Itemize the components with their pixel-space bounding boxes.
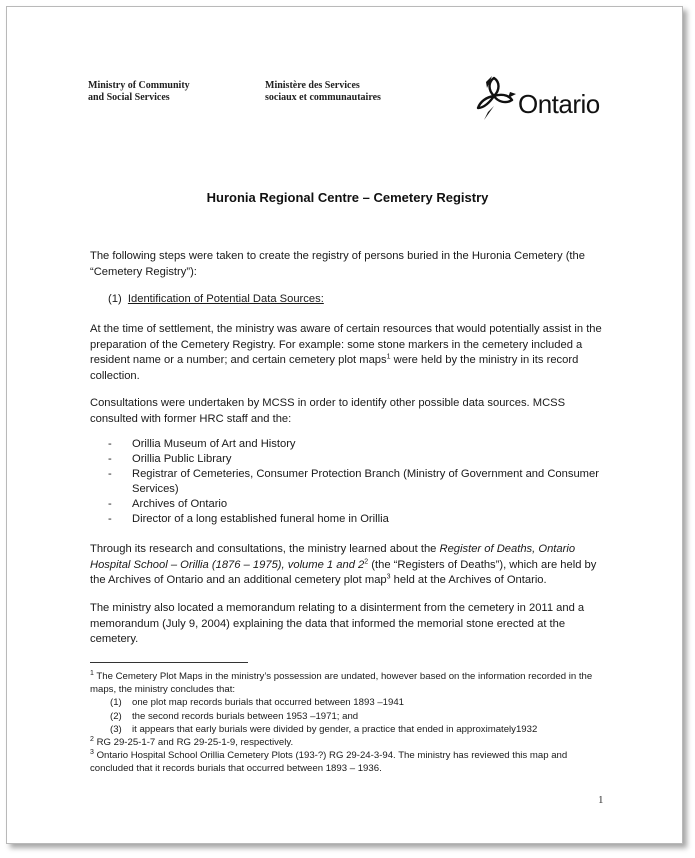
footnotes bbox=[90, 670, 612, 776]
section-1-heading bbox=[108, 293, 324, 305]
footnote-1 bbox=[90, 670, 612, 696]
subitem-text: it appears that early burials were divided by gender, a practice that ended in approximately1932 bbox=[132, 723, 538, 735]
subitem-number: (2) bbox=[110, 710, 122, 722]
subitem-number: (3) bbox=[110, 723, 122, 735]
footnote-3-text: Ontario Hospital School Orillia Cemetery Plots (193-?) RG 29-24-3-94. The ministry has reviewed this map and concluded that it records burials that occurred between 1893 – 1936. bbox=[90, 750, 568, 775]
bullet-dash: - bbox=[108, 453, 112, 465]
ministry-name-french bbox=[265, 80, 381, 104]
list-item bbox=[108, 497, 613, 512]
intro-text: The following steps were taken to create the registry of persons buried in the Huronia Cemetery (the “Cemetery Registry”): bbox=[90, 250, 585, 278]
register-of-deaths-title: Register of Deaths, Ontario Hospital School – Orillia (1876 – 1975), volume 1 and 2 bbox=[90, 543, 576, 571]
ministry-en-line-2: and Social Services bbox=[88, 92, 170, 103]
footnote-3-mark: 3 bbox=[90, 749, 94, 757]
footnote-1-subitem bbox=[90, 723, 612, 736]
list-item-text: Archives of Ontario bbox=[132, 498, 228, 510]
ontario-wordmark: Ontario bbox=[518, 89, 600, 119]
subitem-text: one plot map records burials that occurred between 1893 –1941 bbox=[132, 697, 404, 709]
footnote-2-text: RG 29-25-1-7 and RG 29-25-1-9, respectively. bbox=[93, 737, 294, 749]
list-item bbox=[108, 512, 613, 527]
ministry-en-line-1: Ministry of Community bbox=[88, 80, 190, 91]
paragraph-research bbox=[90, 542, 612, 589]
page-number: 1 bbox=[598, 794, 604, 806]
intro-paragraph bbox=[90, 249, 612, 280]
paragraph-consultations bbox=[90, 396, 612, 427]
para1-text-after: were held by the ministry in its record collection. bbox=[90, 354, 579, 382]
ministry-fr-line-1: Ministère des Services bbox=[265, 80, 360, 91]
list-item-text: Director of a long established funeral home in Orillia bbox=[132, 513, 389, 525]
subitem-text: the second records burials between 1953 –1971; and bbox=[132, 710, 359, 722]
list-item-text: Orillia Public Library bbox=[132, 453, 232, 465]
footnote-ref-2: 2 bbox=[364, 557, 369, 565]
footnote-ref-3: 3 bbox=[386, 573, 391, 581]
footnote-1-subitem bbox=[90, 710, 612, 723]
para4-text: The ministry also located a memorandum relating to a disinterment from the cemetery in 2011 and a memorandum (July 9, 2004) explaining the data that informed the memorial stone erected at the cemetery. bbox=[90, 602, 585, 645]
para1-text: At the time of settlement, the ministry was aware of certain resources that would potentially assist in the preparation of the Cemetery Registry. For example: some stone markers in the cemetery included a resident name or a number; and certain cemetery plot maps bbox=[90, 323, 602, 366]
section-1-number: (1) bbox=[108, 293, 122, 305]
para3-text-1: Through its research and consultations, the ministry learned about the bbox=[90, 543, 440, 555]
list-item-text: Registrar of Cemeteries, Consumer Protection Branch (Ministry of Government and Consumer Services) bbox=[132, 468, 599, 495]
list-item bbox=[108, 452, 613, 467]
list-item bbox=[108, 437, 613, 452]
bullet-dash: - bbox=[108, 438, 112, 450]
sources-list bbox=[108, 437, 613, 527]
footnote-2-mark: 2 bbox=[90, 735, 94, 743]
footnote-1-mark: 1 bbox=[90, 669, 94, 677]
para3-text-3: held at the Archives of Ontario. bbox=[390, 574, 547, 586]
bullet-dash: - bbox=[108, 513, 112, 525]
para3-text-2: (the “Registers of Deaths”), which are held by the Archives of Ontario and an additional cemetery plot map bbox=[90, 558, 597, 586]
paragraph-settlement bbox=[90, 322, 612, 384]
footnote-divider bbox=[90, 662, 248, 663]
list-item bbox=[108, 467, 613, 497]
para2-text: Consultations were undertaken by MCSS in order to identify other possible data sources. MCSS consulted with former HRC staff and the: bbox=[90, 397, 566, 425]
ministry-fr-line-2: sociaux et communautaires bbox=[265, 92, 381, 103]
paragraph-research-text bbox=[90, 542, 612, 589]
subitem-number: (1) bbox=[110, 697, 122, 709]
trillium-icon bbox=[474, 72, 520, 124]
footnote-ref-1: 1 bbox=[386, 353, 391, 361]
footnote-3 bbox=[90, 749, 612, 775]
ministry-name-english bbox=[88, 80, 190, 104]
footnote-1-subitem bbox=[90, 696, 612, 709]
bullet-dash: - bbox=[108, 498, 112, 510]
bullet-dash: - bbox=[108, 468, 112, 480]
section-1-title: Identification of Potential Data Sources: bbox=[127, 293, 324, 305]
document-title: Huronia Regional Centre – Cemetery Registry bbox=[206, 190, 489, 205]
footnote-2 bbox=[90, 736, 612, 749]
paragraph-settlement-text bbox=[90, 322, 612, 384]
ontario-logo bbox=[474, 72, 624, 126]
paragraph-memorandum bbox=[90, 601, 612, 648]
footnote-1-text: The Cemetery Plot Maps in the ministry’s possession are undated, however based on the information recorded in the maps, the ministry concludes that: bbox=[90, 671, 593, 696]
list-item-text: Orillia Museum of Art and History bbox=[132, 438, 296, 450]
